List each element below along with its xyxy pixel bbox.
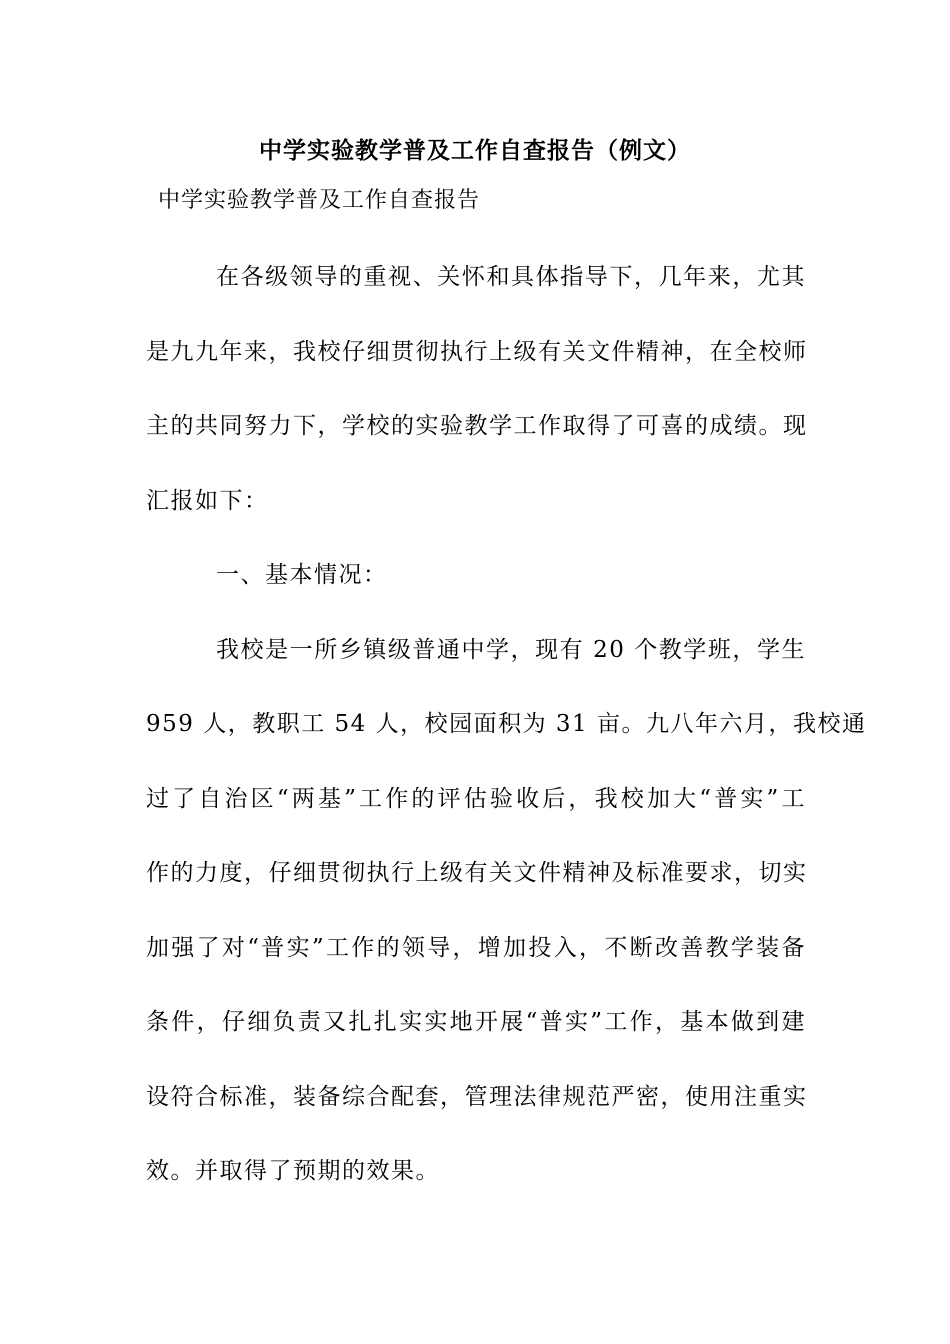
- paragraph-2-line-6: 条件，仔细负责又扎扎实实地开展“普实”工作，基本做到建: [146, 1009, 806, 1035]
- paragraph-1-line-1: 在各级领导的重视、关怀和具体指导下，几年来，尤其: [216, 264, 806, 290]
- paragraph-2-line-4: 作的力度，仔细贯彻执行上级有关文件精神及标准要求，切实: [146, 860, 808, 886]
- paragraph-1-line-2: 是九九年来，我校仔细贯彻执行上级有关文件精神，在全校师: [146, 339, 808, 365]
- paragraph-2-line-1: 我校是一所乡镇级普通中学，现有 20 个教学班，学生: [216, 637, 806, 663]
- paragraph-2-line-7: 设符合标准，装备综合配套，管理法律规范严密，使用注重实: [146, 1084, 808, 1110]
- document-subtitle: 中学实验教学普及工作自查报告: [158, 188, 481, 213]
- paragraph-2-line-2: 959 人，教职工 54 人，校园面积为 31 亩。九八年六月，我校通: [146, 711, 867, 737]
- section-heading-basic-info: 一、基本情况：: [216, 562, 388, 588]
- paragraph-1-line-4: 汇报如下：: [146, 488, 269, 514]
- paragraph-2-line-5: 加强了对“普实”工作的领导，增加投入，不断改善教学装备: [146, 935, 806, 961]
- document-title: 中学实验教学普及工作自查报告（例文）: [259, 137, 691, 164]
- paragraph-1-line-3: 主的共同努力下，学校的实验教学工作取得了可喜的成绩。现: [146, 413, 808, 439]
- paragraph-2-line-8: 效。并取得了预期的效果。: [146, 1158, 440, 1184]
- paragraph-2-line-3: 过了自治区“两基”工作的评估验收后，我校加大“普实”工: [146, 786, 806, 812]
